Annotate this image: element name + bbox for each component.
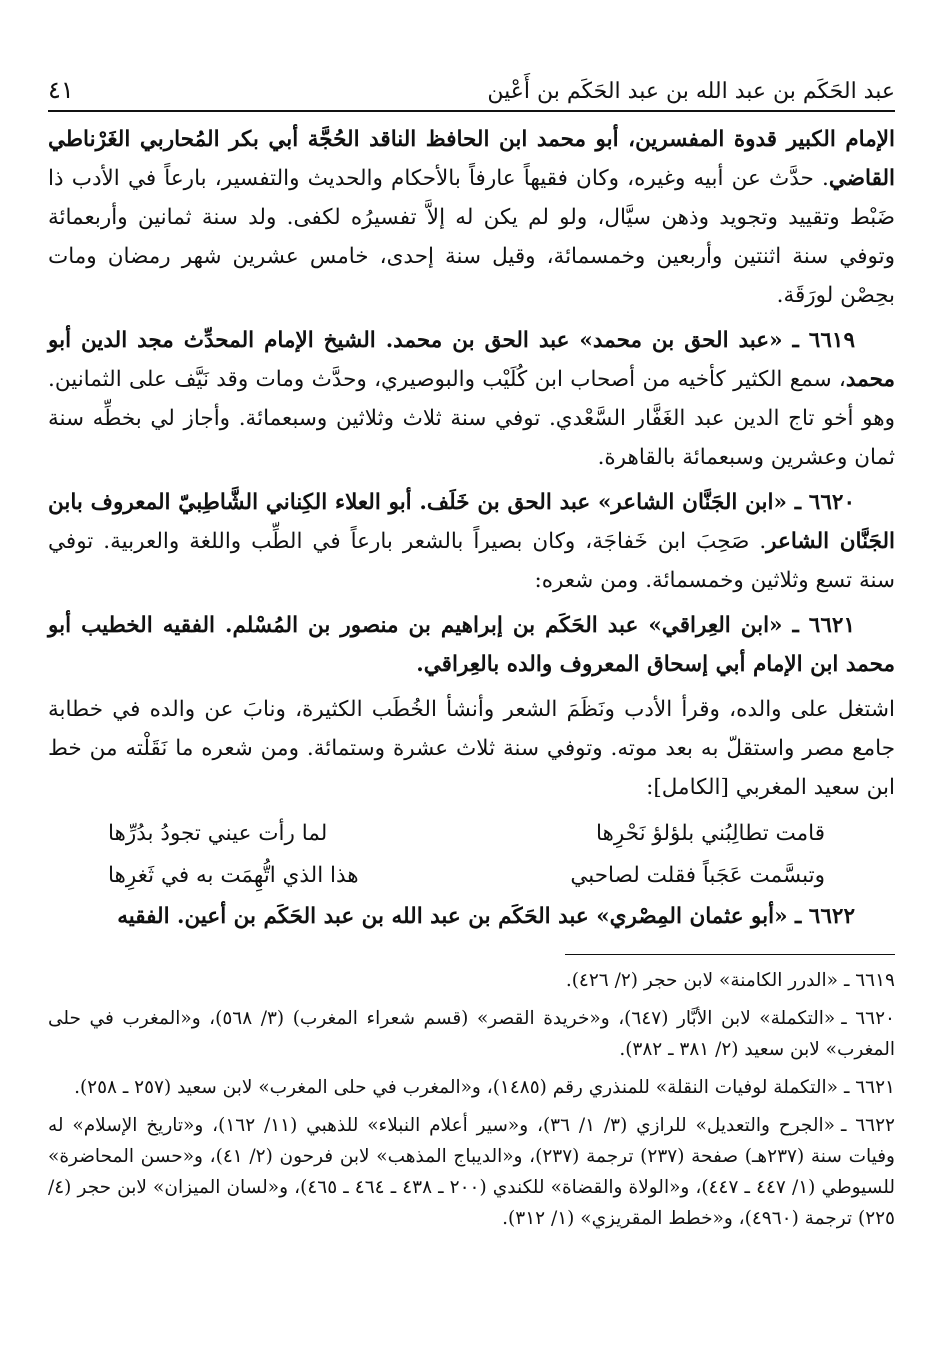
entry-intro-heading: الإمام الكبير قدوة المفسرين، أبو محمد ابن الحافظ الناقد الحُجَّة أبي بكر المُحاربي الغَرْناطي القاضي	[48, 127, 895, 191]
footnote-text: «الدرر الكامنة» لابن حجر (٢/ ٤٢٦).	[565, 970, 838, 991]
footnotes	[48, 965, 895, 1234]
footnote-text: «الجرح والتعديل» للرازي (٣/ ١/ ٣٦)، و«سير أعلام النبلاء» للذهبي (١١/ ١٦٢)، و«تاريخ الإسلام» له وفيات سنة (٢٣٧هـ) صفحة (٢٣٧) ترجمة (٢٣٧)، و«الديباج المذهب» لابن فرحون (٢/ ٤١)، و«حسن المحاضرة» للسيوطي (١/ ٤٤٧ ـ ٤٤٧)، و«الولاة والقضاة» للكندي (٢٠٠ ـ ٤٣٨ ـ ٤٦٤ ـ ٤٦٥)، و«لسان الميزان» لابن حجر (٤/ ٢٢٥) ترجمة (٤٩٦٠)، و«خطط المقريزي» (١/ ٣١٢).	[48, 1115, 896, 1229]
entry-intro-text: . حدَّث عن أبيه وغيره، وكان فقيهاً عارفاً بالأحكام والحديث والتفسير، بارعاً في الأدب ذا ضَبْط وتقييد وتجويد وذهن سيَّال، ولو لم يكن له إلاَّ تفسيرُه لكفى. ولد سنة ثمانين وأربعمائة وتوفي سنة اثنتين وأربعين وخمسمائة، وقيل سنة إحدى، خامس عشرين شهر رمضان ومات بحِصْن لورَقَة.	[48, 166, 895, 308]
footnote-number: ٦٦٢١ ـ	[843, 1077, 895, 1098]
entry-6620-text: . صَحِبَ ابن خَفاجَة، وكان بصيراً بالشعر بارعاً في الطِّب واللغة والعربية. توفي سنة تسع وثلاثين وخمسمائة. ومن شعره:	[48, 529, 895, 593]
verse-line-2	[48, 855, 895, 897]
entry-6620	[48, 483, 895, 600]
entry-6622-heading: ٦٦٢٢ ـ «أبو عثمان المِصْري» عبد الحَكَم بن عبد الله بن عبد الحَكَم بن أعين. الفقيه	[117, 904, 855, 929]
footnote-6620	[48, 1003, 895, 1065]
footnote-number: ٦٦١٩ ـ	[843, 970, 895, 991]
main-text	[48, 120, 895, 936]
entry-intro	[48, 120, 895, 315]
entry-6621-heading: ٦٦٢١ ـ «ابن العِراقي» عبد الحَكَم بن إبراهيم بن منصور بن المُسْلم. الفقيه الخطيب أبو محمد ابن الإمام أبي إسحاق المعروف والده بالعِراقي.	[48, 613, 895, 677]
footnote-6621	[48, 1072, 895, 1103]
footnote-divider	[565, 954, 895, 955]
footnote-6622	[48, 1110, 895, 1234]
footnote-number: ٦٦٢٢ ـ	[840, 1115, 895, 1136]
entry-6619-text: ، سمع الكثير كأخيه من أصحاب ابن كُلَيْب والبوصيري، وحدَّث ومات وقد نَيَّف على الثمانين. وهو أخو تاج الدين عبد الغَفَّار السَّعْدي. توفي سنة ثلاث وثلاثين وسبعمائة. وأجاز لي بخطِّه سنة ثمان وعشرين وسبعمائة بالقاهرة.	[48, 367, 895, 470]
footnote-text: «التكملة لوفيات النقلة» للمنذري رقم (١٤٨٥)، و«المغرب في حلى المغرب» لابن سعيد (٢٥٧ ـ ٢٥٨).	[74, 1077, 838, 1098]
entry-6621-heading-para	[48, 606, 895, 684]
entry-6621-text: اشتغل على والده، وقرأ الأدب ونَظَمَ الشعر وأنشأ الخُطَب الكثيرة، ونابَ عن والده في خطابة جامع مصر واستقلّ به بعد موته. وتوفي سنة ثلاث عشرة وستمائة. ومن شعره ما نَقَلْته من خط ابن سعيد المغربي [الكامل]:	[48, 697, 895, 800]
verse-line-1	[48, 813, 895, 855]
entry-6620-heading: ٦٦٢٠ ـ «ابن الجَنَّان الشاعر» عبد الحق بن خَلَف. أبو العلاء الكِناني الشَّاطِبيّ المعروف بابن الجَنَّان الشاعر	[48, 490, 895, 554]
entry-6619-heading: ٦٦١٩ ـ «عبد الحق بن محمد» عبد الحق بن محمد. الشيخ الإمام المحدِّث مجد الدين أبو محمد	[48, 328, 895, 392]
verse-2-hemistich-1: وتبسَّمت عَجَباً فقلت لصاحبي	[570, 863, 825, 888]
running-title: عبد الحَكَم بن عبد الله بن عبد الحَكَم بن أَعْين	[487, 79, 895, 104]
verse-2-hemistich-2: هذا الذي اتُّهِمَت به في ثَغرِها	[108, 863, 359, 888]
footnote-number: ٦٦٢٠ ـ	[841, 1008, 895, 1029]
entry-6619	[48, 321, 895, 477]
footnote-6619	[48, 965, 895, 996]
entry-6622	[48, 897, 895, 936]
running-header	[48, 60, 895, 112]
verse-1-hemistich-2: لما رأت عيني تجودُ بدُرِّها	[108, 821, 328, 846]
page-number: ٤١	[48, 76, 74, 104]
verse-1-hemistich-1: قامت تطالِبُني بلؤلؤ نَحْرِها	[595, 821, 825, 846]
footnote-text: «التكملة» لابن الأبَّار (٦٤٧)، و«خريدة القصر» (قسم شعراء المغرب) (٣/ ٥٦٨)، و«المغرب في حلى المغرب» لابن سعيد (٢/ ٣٨١ ـ ٣٨٢).	[48, 1008, 895, 1060]
